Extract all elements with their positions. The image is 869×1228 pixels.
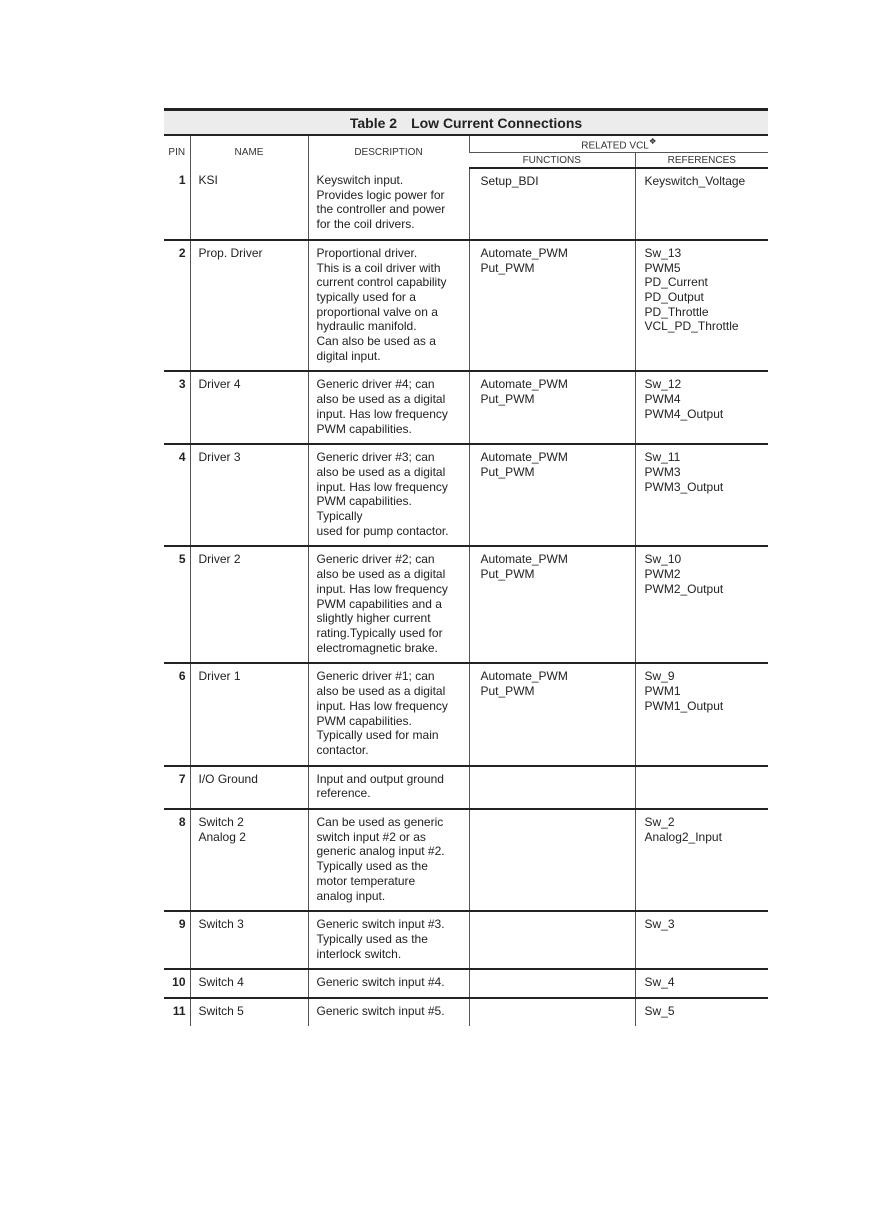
- table-row: [164, 168, 768, 240]
- description-cell: Generic driver #3; can also be used as a digital input. Has low frequency PWM capabilities. Typically used for pump contactor.: [308, 444, 469, 546]
- description-cell: Keyswitch input. Provides logic power for the controller and power for the coil drivers.: [308, 168, 469, 240]
- table-row: [164, 809, 768, 911]
- functions-cell: Automate_PWM Put_PWM: [469, 444, 635, 546]
- table-row: [164, 444, 768, 546]
- description-cell: Generic driver #4; can also be used as a digital input. Has low frequency PWM capabilities.: [308, 371, 469, 444]
- description-cell: Generic driver #1; can also be used as a digital input. Has low frequency PWM capabilities. Typically used for main contactor.: [308, 663, 469, 765]
- name-cell: Driver 3: [190, 444, 308, 546]
- table-row: [164, 911, 768, 969]
- name-cell: Driver 1: [190, 663, 308, 765]
- functions-cell: Automate_PWM Put_PWM: [469, 371, 635, 444]
- header-related-vcl-label: RELATED VCL: [581, 140, 649, 152]
- functions-cell: [469, 766, 635, 809]
- name-cell: Switch 5: [190, 998, 308, 1026]
- table-row: [164, 371, 768, 444]
- references-cell: Sw_13 PWM5 PD_Current PD_Output PD_Throttle VCL_PD_Throttle: [635, 240, 768, 372]
- pin-cell: 3: [164, 371, 190, 444]
- references-cell: Keyswitch_Voltage: [635, 168, 768, 240]
- pin-cell: 2: [164, 240, 190, 372]
- table-row: [164, 969, 768, 998]
- functions-cell: Automate_PWM Put_PWM: [469, 240, 635, 372]
- pin-cell: 1: [164, 168, 190, 240]
- pin-cell: 8: [164, 809, 190, 911]
- references-cell: [635, 766, 768, 809]
- table-row: [164, 240, 768, 372]
- references-cell: Sw_9 PWM1 PWM1_Output: [635, 663, 768, 765]
- header-related-mark: ❖: [648, 136, 657, 147]
- references-cell: Sw_2 Analog2_Input: [635, 809, 768, 911]
- functions-cell: Automate_PWM Put_PWM: [469, 663, 635, 765]
- pin-cell: 10: [164, 969, 190, 998]
- pin-cell: 11: [172, 1004, 186, 1019]
- name-cell: Switch 2 Analog 2: [190, 809, 308, 911]
- low-current-connections-table: [164, 108, 768, 1026]
- pin-cell: 4: [164, 444, 190, 546]
- description-cell: Proportional driver. This is a coil driver with current control capability typically used for a proportional valve on a hydraulic manifold. Can also be used as a digital input.: [308, 240, 469, 372]
- description-cell: Generic driver #2; can also be used as a digital input. Has low frequency PWM capabilities and a slightly higher current rating.Typically used for electromagnetic brake.: [308, 546, 469, 663]
- table-title-text: Low Current Connections: [411, 114, 583, 131]
- description-cell: Generic switch input #4.: [308, 969, 469, 998]
- name-cell: Driver 2: [190, 546, 308, 663]
- table-row: [164, 663, 768, 765]
- document-page: [164, 108, 768, 1026]
- header-references: REFERENCES: [635, 153, 768, 169]
- description-cell: Generic switch input #3. Typically used as the interlock switch.: [308, 911, 469, 969]
- functions-cell: Setup_BDI: [469, 168, 635, 240]
- pin-cell: 6: [164, 663, 190, 765]
- table-body: [164, 168, 768, 1026]
- references-cell: Sw_5: [635, 998, 768, 1026]
- header-pin: PIN: [168, 146, 186, 158]
- header-description: DESCRIPTION: [308, 135, 469, 168]
- references-cell: Sw_4: [635, 969, 768, 998]
- header-related-vcl: [469, 135, 768, 153]
- references-cell: Sw_11 PWM3 PWM3_Output: [635, 444, 768, 546]
- references-cell: Sw_10 PWM2 PWM2_Output: [635, 546, 768, 663]
- name-cell: I/O Ground: [190, 766, 308, 809]
- pin-cell: 5: [164, 546, 190, 663]
- table-row: [164, 546, 768, 663]
- table-title-row: [164, 110, 768, 136]
- table-title-label: Table 2: [349, 114, 398, 131]
- description-cell: Generic switch input #5.: [308, 998, 469, 1026]
- table-title: [164, 110, 768, 136]
- references-cell: Sw_12 PWM4 PWM4_Output: [635, 371, 768, 444]
- references-cell: Sw_3: [635, 911, 768, 969]
- header-functions: FUNCTIONS: [469, 153, 635, 169]
- functions-cell: [469, 911, 635, 969]
- name-cell: Driver 4: [190, 371, 308, 444]
- table-row: [164, 998, 768, 1026]
- description-cell: Can be used as generic switch input #2 or as generic analog input #2. Typically used as the motor temperature analog input.: [308, 809, 469, 911]
- name-cell: KSI: [190, 168, 308, 240]
- name-cell: Switch 3: [190, 911, 308, 969]
- name-cell: Switch 4: [190, 969, 308, 998]
- functions-cell: [469, 998, 635, 1026]
- pin-cell: 7: [164, 766, 190, 809]
- header-row: [164, 135, 768, 153]
- functions-cell: [469, 809, 635, 911]
- description-cell: Input and output ground reference.: [308, 766, 469, 809]
- name-cell: Prop. Driver: [190, 240, 308, 372]
- table-row: [164, 766, 768, 809]
- functions-cell: [469, 969, 635, 998]
- functions-cell: Automate_PWM Put_PWM: [469, 546, 635, 663]
- pin-cell: 9: [164, 911, 190, 969]
- header-name: NAME: [190, 135, 308, 168]
